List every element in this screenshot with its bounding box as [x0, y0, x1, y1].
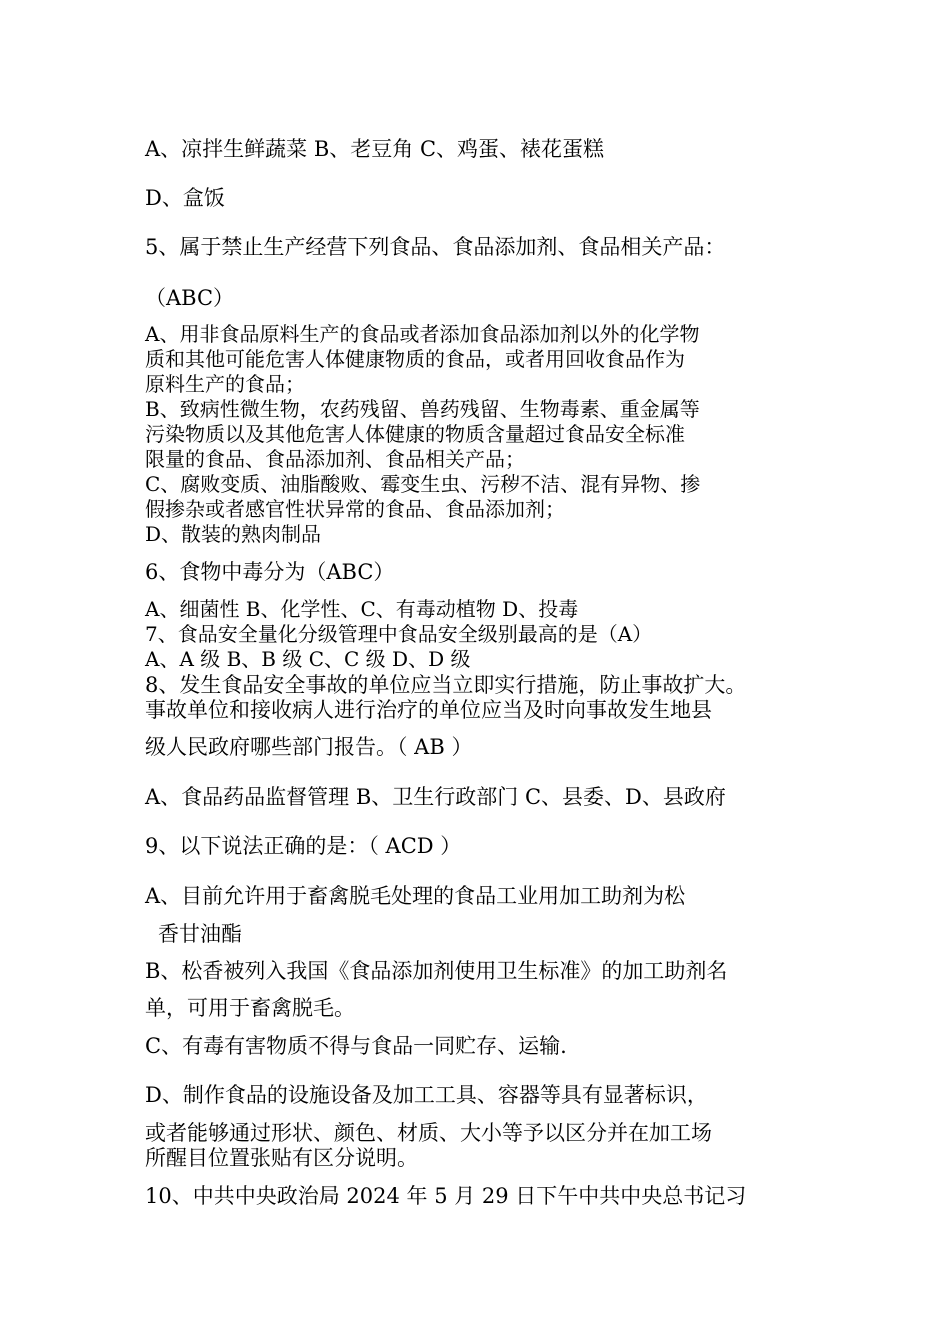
question-line: 9、以下说法正确的是：（ ACD ） — [145, 834, 462, 858]
option-line: 所醒目位置张贴有区分说明。 — [145, 1146, 418, 1170]
option-line: 或者能够通过形状、颜色、材质、大小等予以区分并在加工场 — [145, 1121, 712, 1145]
option-line: A、用非食品原料生产的食品或者添加食品添加剂以外的化学物 — [145, 322, 700, 346]
question-line: 事故单位和接收病人进行治疗的单位应当及时向事故发生地县 — [145, 698, 712, 722]
question-line: 级人民政府哪些部门报告。（ AB ） — [145, 735, 473, 759]
option-line: 原料生产的食品； — [145, 372, 305, 396]
question-line: 7、食品安全量化分级管理中食品安全级别最高的是（A） — [145, 622, 653, 646]
option-line: D、制作食品的设施设备及加工工具、容器等具有显著标识， — [145, 1083, 708, 1107]
question-line: 5、属于禁止生产经营下列食品、食品添加剂、食品相关产品： — [145, 235, 726, 259]
option-line: 限量的食品、食品添加剂、食品相关产品； — [145, 447, 525, 471]
option-line: B、致病性微生物，农药残留、兽药残留、生物毒素、重金属等 — [145, 397, 700, 421]
option-line: A、目前允许用于畜禽脱毛处理的食品工业用加工助剂为松 — [145, 884, 686, 908]
option-line: 质和其他可能危害人体健康物质的食品，或者用回收食品作为 — [145, 347, 685, 371]
option-line: A、A 级 B、B 级 C、C 级 D、D 级 — [145, 647, 471, 671]
option-line: C、有毒有害物质不得与食品一同贮存、运输. — [145, 1034, 567, 1058]
option-line: D、盒饭 — [145, 186, 225, 210]
option-line: D、散装的熟肉制品 — [145, 522, 322, 546]
option-line: B、松香被列入我国《食品添加剂使用卫生标准》的加工助剂名 — [145, 959, 728, 983]
question-line: 10、中共中央政治局 2024 年 5 月 29 日下午中共中央总书记习 — [145, 1184, 747, 1208]
option-line: A、食品药品监督管理 B、卫生行政部门 C、县委、D、县政府 — [145, 785, 726, 809]
question-line: 6、食物中毒分为（ABC） — [145, 560, 395, 584]
option-line: 污染物质以及其他危害人体健康的物质含量超过食品安全标准 — [145, 422, 685, 446]
answer-line: （ABC） — [145, 286, 235, 310]
option-line: A、细菌性 B、化学性、C、有毒动植物 D、投毒 — [145, 597, 579, 621]
option-line: C、腐败变质、油脂酸败、霉变生虫、污秽不洁、混有异物、掺 — [145, 472, 701, 496]
option-line: 假掺杂或者感官性状异常的食品、食品添加剂； — [145, 497, 565, 521]
option-line: 单，可用于畜禽脱毛。 — [145, 996, 355, 1020]
option-line: A、凉拌生鲜蔬菜 B、老豆角 C、鸡蛋、裱花蛋糕 — [145, 137, 605, 161]
option-line: 香甘油酯 — [158, 922, 242, 946]
question-line: 8、发生食品安全事故的单位应当立即实行措施，防止事故扩大。 — [145, 673, 747, 697]
